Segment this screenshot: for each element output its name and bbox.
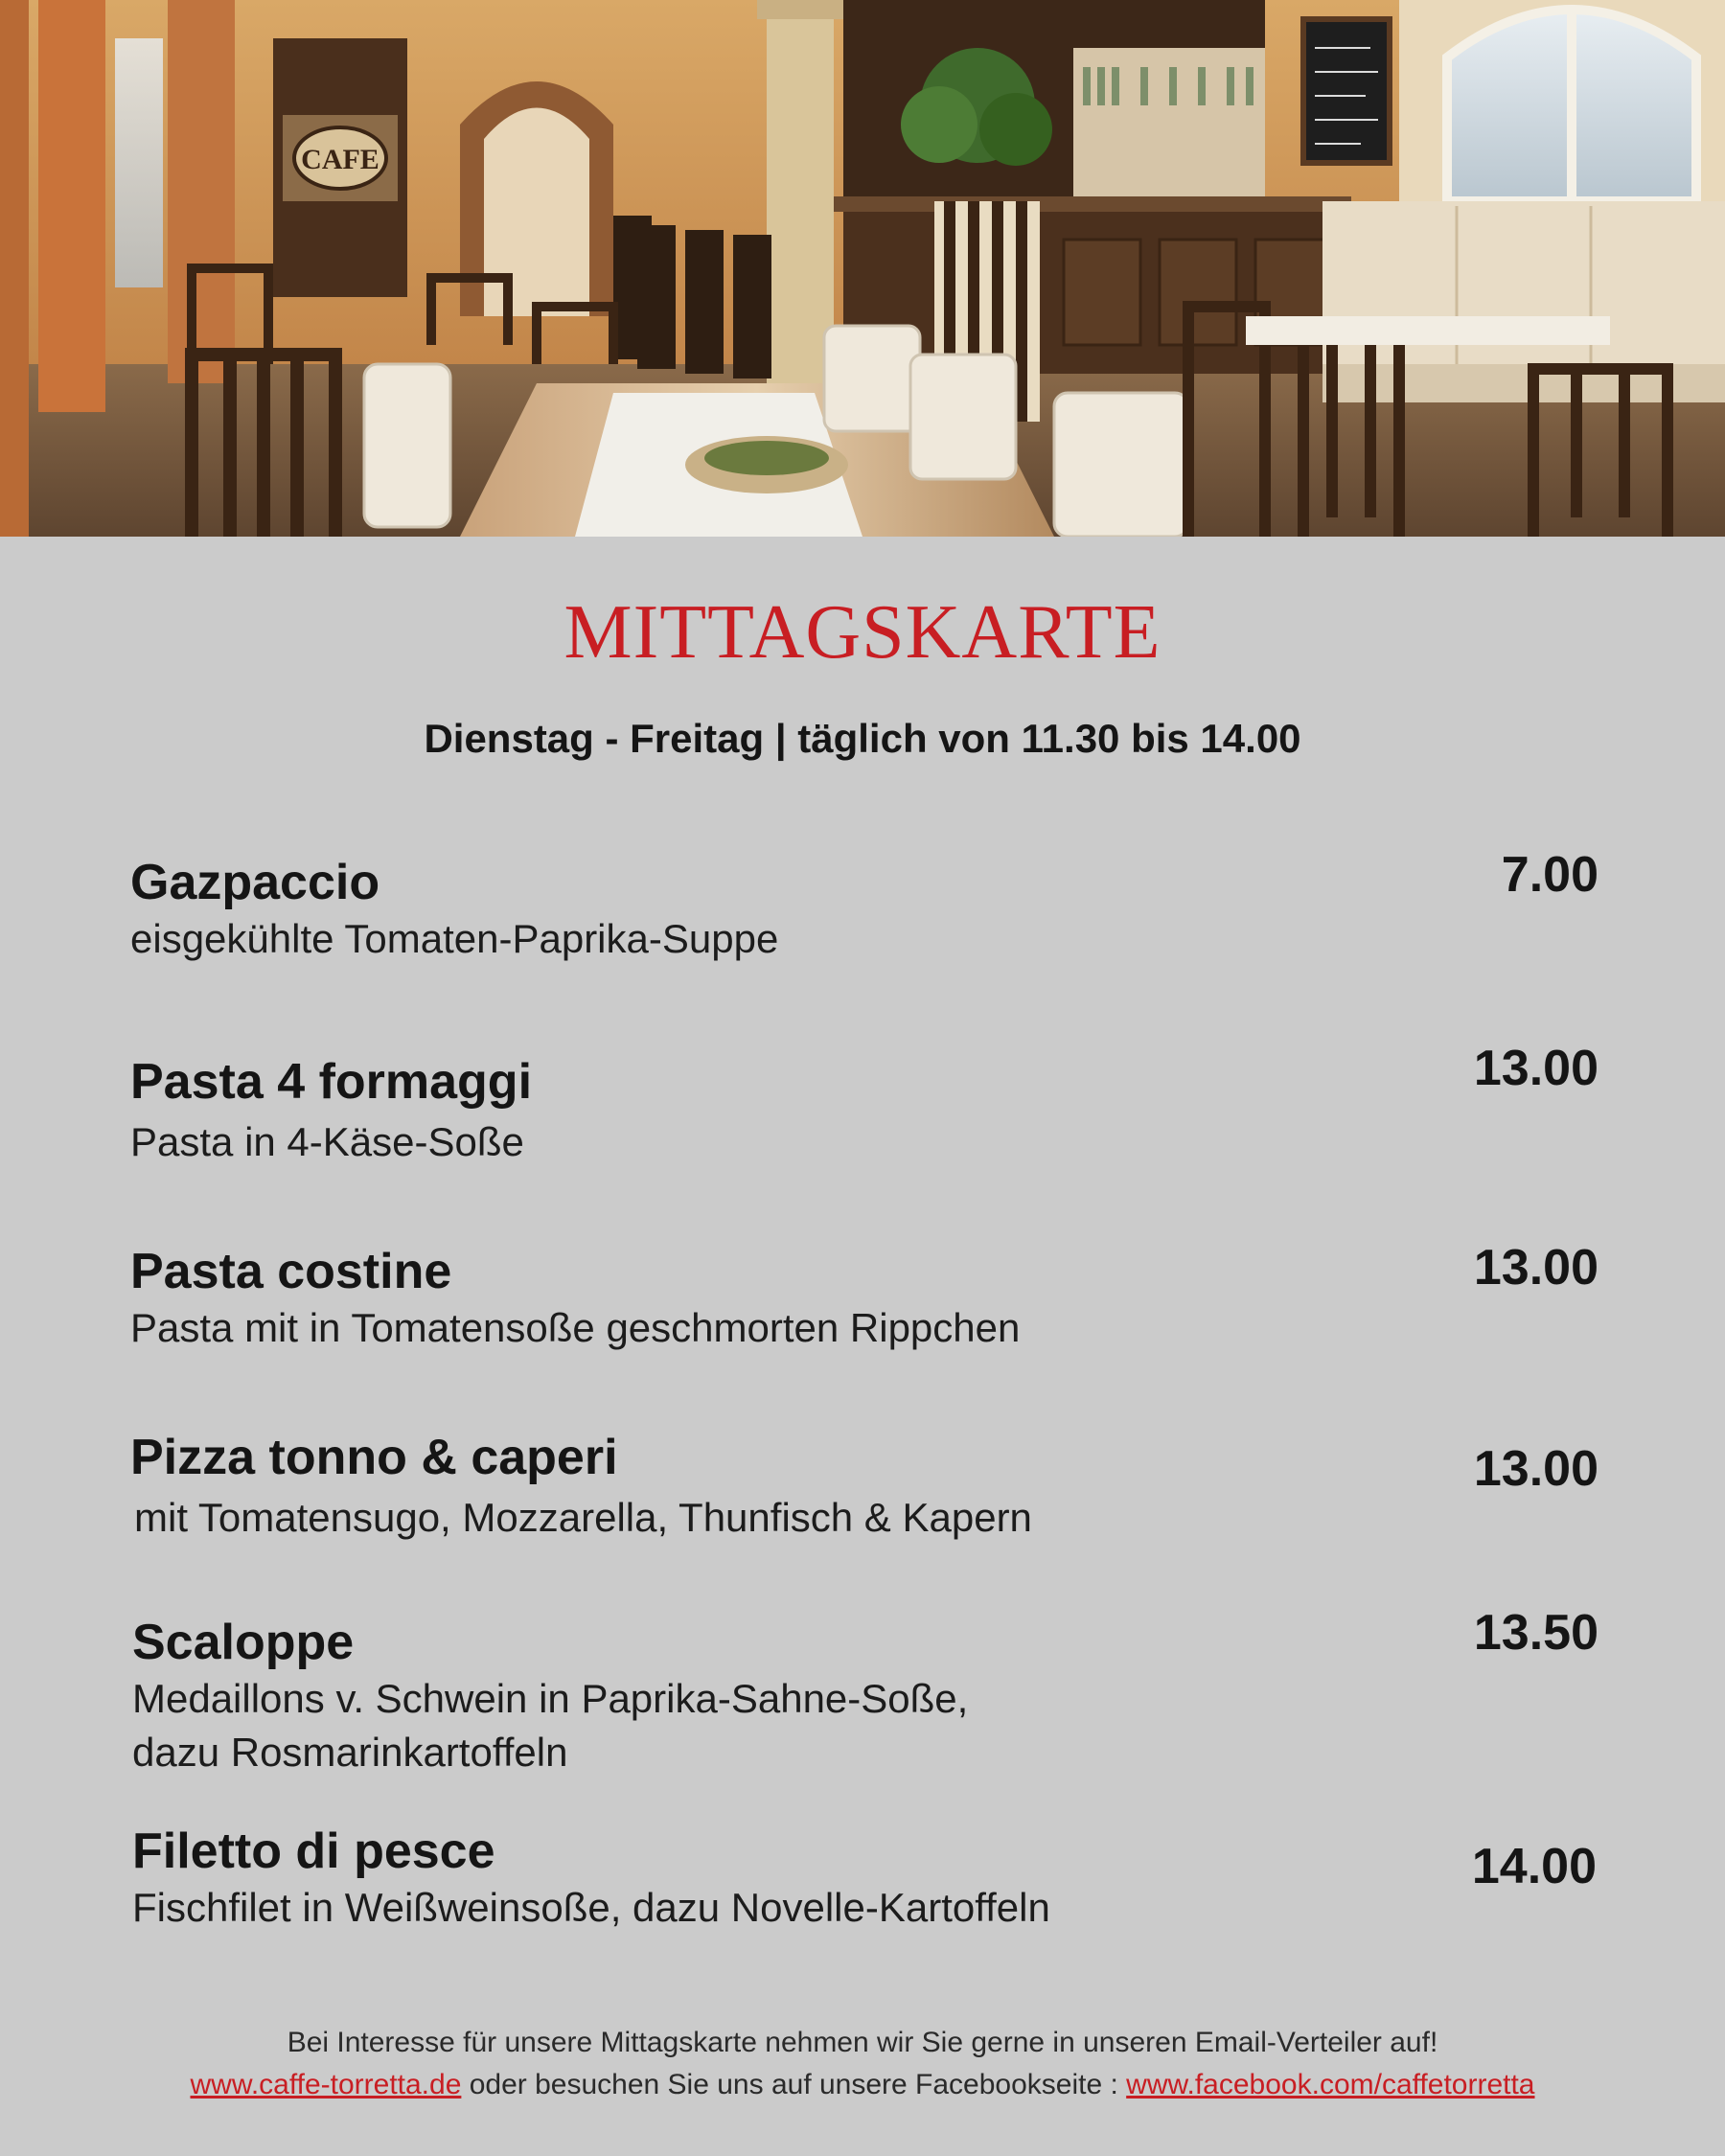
menu-item-name: Scaloppe bbox=[132, 1615, 355, 1670]
menu-item-description: eisgekühlte Tomaten-Paprika-Suppe bbox=[130, 916, 779, 961]
footer bbox=[0, 2022, 1725, 2106]
footer-links bbox=[0, 2064, 1725, 2106]
menu-item-name: Pizza tonno & caperi bbox=[130, 1430, 618, 1485]
menu-item-description-line2: dazu Rosmarinkartoffeln bbox=[132, 1730, 568, 1775]
menu-item bbox=[132, 1822, 1608, 1935]
menu-item bbox=[130, 1041, 1606, 1169]
menu-item-price: 14.00 bbox=[1471, 1839, 1597, 1894]
menu-item bbox=[130, 1242, 1606, 1355]
menu-item-name: Gazpaccio bbox=[130, 855, 380, 910]
menu-item-name: Pasta costine bbox=[130, 1244, 452, 1299]
menu-item-description: Pasta mit in Tomatensoße geschmorten Rippchen bbox=[130, 1305, 1021, 1350]
hero-image bbox=[0, 0, 1725, 537]
website-link[interactable]: www.caffe-torretta.de bbox=[190, 2069, 462, 2100]
menu-item-description: Pasta in 4-Käse-Soße bbox=[130, 1119, 524, 1164]
menu-item-name: Filetto di pesce bbox=[132, 1823, 495, 1879]
footer-note: Bei Interesse für unsere Mittagskarte nehmen wir Sie gerne in unseren Email-Verteiler auf! bbox=[287, 2027, 1438, 2058]
opening-hours: Dienstag - Freitag | täglich von 11.30 bis 14.00 bbox=[424, 716, 1301, 761]
menu-item-name: Pasta 4 formaggi bbox=[130, 1054, 533, 1110]
footer-middle-text: oder besuchen Sie uns auf unsere Facebookseite : bbox=[461, 2069, 1127, 2100]
menu-item-price: 7.00 bbox=[1501, 847, 1598, 903]
menu-item-description: Medaillons v. Schwein in Paprika-Sahne-Soße, bbox=[132, 1676, 969, 1721]
menu-item-price: 13.00 bbox=[1473, 1041, 1598, 1096]
menu-item-price: 13.50 bbox=[1473, 1605, 1598, 1661]
menu-item-price: 13.00 bbox=[1473, 1240, 1598, 1296]
menu-item-description: mit Tomatensugo, Mozzarella, Thunfisch & Kapern bbox=[134, 1495, 1032, 1540]
menu-item bbox=[132, 1605, 1608, 1779]
restaurant-interior-illustration bbox=[0, 0, 1725, 537]
menu-item bbox=[130, 1428, 1606, 1545]
menu-item-price: 13.00 bbox=[1473, 1441, 1598, 1497]
menu-item-description: Fischfilet in Weißweinsoße, dazu Novelle-Kartoffeln bbox=[132, 1885, 1050, 1930]
menu-item bbox=[130, 847, 1606, 966]
page-title: MITTAGSKARTE bbox=[564, 590, 1162, 675]
svg-text:CAFE: CAFE bbox=[301, 144, 380, 175]
facebook-link[interactable]: www.facebook.com/caffetorretta bbox=[1126, 2069, 1535, 2100]
